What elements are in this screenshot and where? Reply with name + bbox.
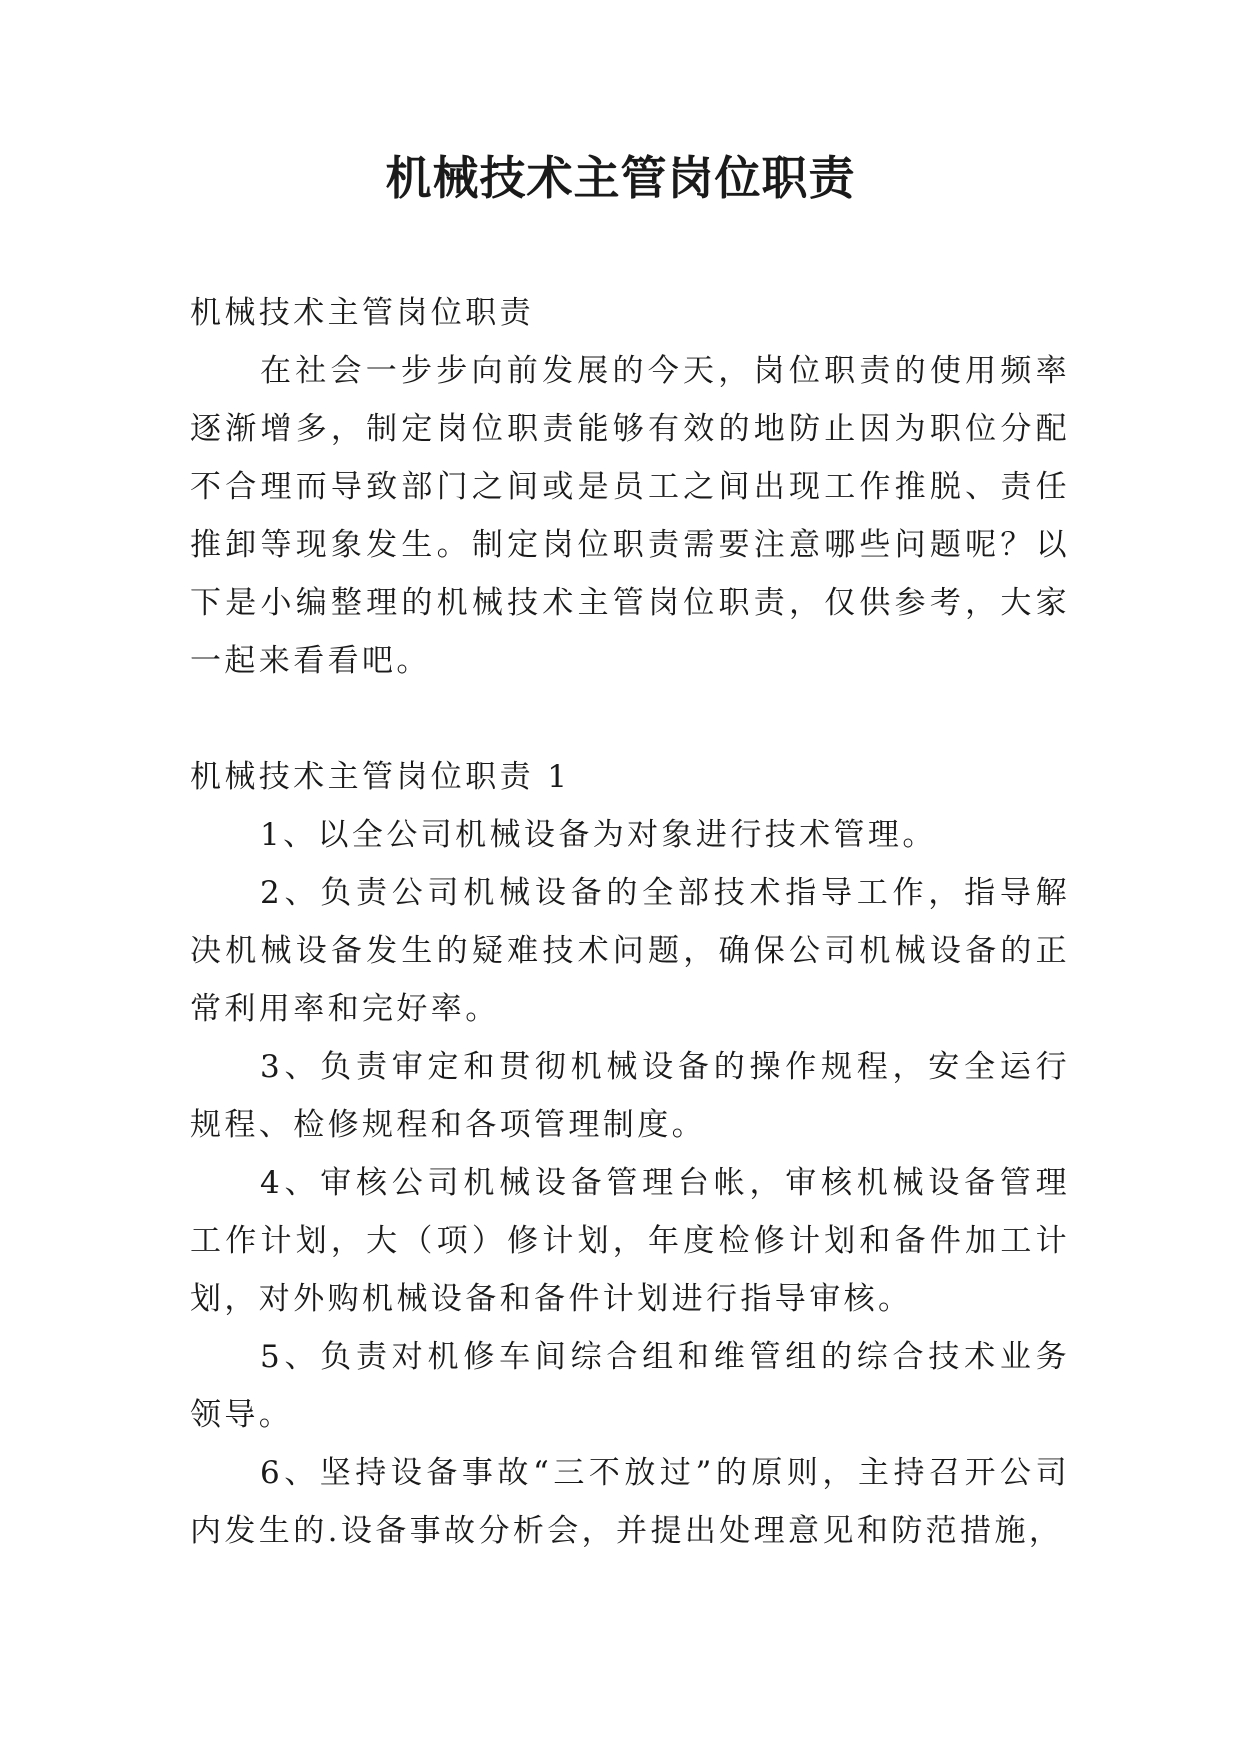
duty-item-4: 4、审核公司机械设备管理台帐，审核机械设备管理工作计划，大（项）修计划，年度检修计划和备件加工计划，对外购机械设备和备件计划进行指导审核。 — [190, 1165, 1070, 1317]
duty-item-3: 3、负责审定和贯彻机械设备的操作规程，安全运行规程、检修规程和各项管理制度。 — [190, 1049, 1070, 1143]
duty-item-6: 6、坚持设备事故“三不放过”的原则，主持召开公司内发生的.设备事故分析会，并提出处理意见和防范措施， — [190, 1455, 1070, 1549]
intro-paragraph: 在社会一步步向前发展的今天，岗位职责的使用频率逐渐增多，制定岗位职责能够有效的地防止因为职位分配不合理而导致部门之间或是员工之间出现工作推脱、责任推卸等现象发生。制定岗位职责需要注意哪些问题呢？以下是小编整理的机械技术主管岗位职责，仅供参考，大家一起来看看吧。 — [190, 353, 1070, 679]
document-title: 机械技术主管岗位职责 — [385, 151, 856, 205]
document-body — [190, 284, 1070, 1560]
subtitle-line: 机械技术主管岗位职责 — [190, 295, 534, 331]
section-heading: 机械技术主管岗位职责 1 — [190, 759, 571, 795]
duty-item-5: 5、负责对机修车间综合组和维管组的综合技术业务领导。 — [190, 1339, 1070, 1433]
paragraph-spacer — [190, 690, 1070, 748]
duty-item-1: 1、以全公司机械设备为对象进行技术管理。 — [260, 817, 937, 853]
duty-item-2: 2、负责公司机械设备的全部技术指导工作，指导解决机械设备发生的疑难技术问题，确保公司机械设备的正常利用率和完好率。 — [190, 875, 1070, 1027]
